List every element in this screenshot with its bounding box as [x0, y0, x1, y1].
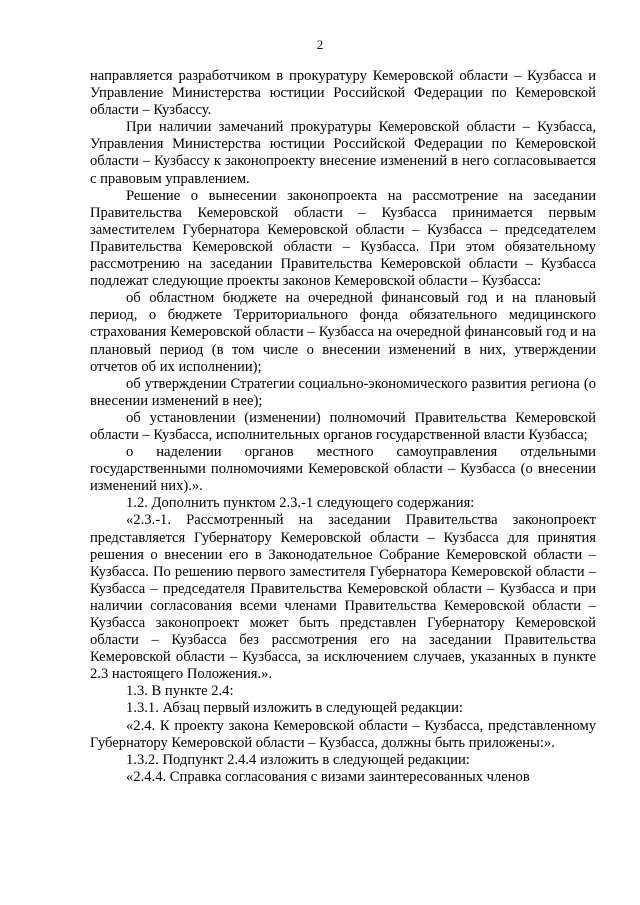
paragraph: 1.3.1. Абзац первый изложить в следующей редакции:: [126, 700, 463, 717]
document-body: [90, 68, 596, 786]
paragraph: об установлении (изменении) полномочий Правительства Кемеровской области – Кузбасса, исполнительных органов государственной власти Кузбасса;: [90, 409, 596, 443]
paragraph: 1.3. В пункте 2.4:: [126, 683, 234, 700]
paragraph: об утверждении Стратегии социально-экономического развития региона (о внесении изменений в нее);: [90, 375, 596, 409]
paragraph: 1.3.2. Подпункт 2.4.4 изложить в следующей редакции:: [126, 751, 470, 768]
paragraph: «2.4. К проекту закона Кемеровской области – Кузбасса, представленному Губернатору Кемеровской области – Кузбасса, должны быть приложены:».: [90, 717, 596, 751]
paragraph: о наделении органов местного самоуправления отдельными государственными полномочиями Кемеровской области – Кузбасса (о внесении изменений них).».: [90, 444, 596, 495]
paragraph: 1.2. Дополнить пунктом 2.3.-1 следующего содержания:: [126, 495, 475, 512]
paragraph: об областном бюджете на очередной финансовый год и на плановый период, о бюджете Территориального фонда обязательного медицинского страхования Кемеровской области – Кузбасса на очередной финансовый год и на плановый период (в том числе о внесении изменений в них, утверждении отчетов об их исполнении);: [90, 290, 596, 375]
paragraph: Решение о вынесении законопроекта на рассмотрение на заседании Правительства Кемеровской области – Кузбасса принимается первым заместителем Губернатора Кемеровской области – Кузбасса – председателем Правительства Кемеровской области – Кузбасса. При этом обязательному рассмотрению на заседании Правительства Кемеровской области – Кузбасса подлежат следующие проекты законов Кемеровской области – Кузбасса:: [90, 187, 596, 290]
paragraph: При наличии замечаний прокуратуры Кемеровской области – Кузбасса, Управления Министерства юстиции Российской Федерации по Кемеровской области – Кузбассу к законопроекту внесение изменений в него согласовывается с правовым управлением.: [90, 119, 596, 187]
paragraph: направляется разработчиком в прокуратуру Кемеровской области – Кузбасса и Управление Министерства юстиции Российской Федерации по Кемеровской области – Кузбассу.: [90, 68, 596, 119]
paragraph: «2.4.4. Справка согласования с визами заинтересованных членов: [126, 768, 530, 785]
page-number: 2: [316, 37, 324, 52]
paragraph: «2.3.-1. Рассмотренный на заседании Правительства законопроект представляется Губернатору Кемеровской области – Кузбасса для принятия решения о внесении его в Законодательное Собрание Кемеровской области – Кузбасса. По решению первого заместителя Губернатора Кемеровской области – Кузбасса – председателя Правительства Кемеровской области – Кузбасса и при наличии согласования всеми членами Правительства Кемеровской области – Кузбасса законопроект может быть представлен Губернатору Кемеровской области – Кузбасса без рассмотрения его на заседании Правительства Кемеровской области – Кузбасса, за исключением случаев, указанных в пункте 2.3 настоящего Положения.».: [90, 512, 596, 683]
